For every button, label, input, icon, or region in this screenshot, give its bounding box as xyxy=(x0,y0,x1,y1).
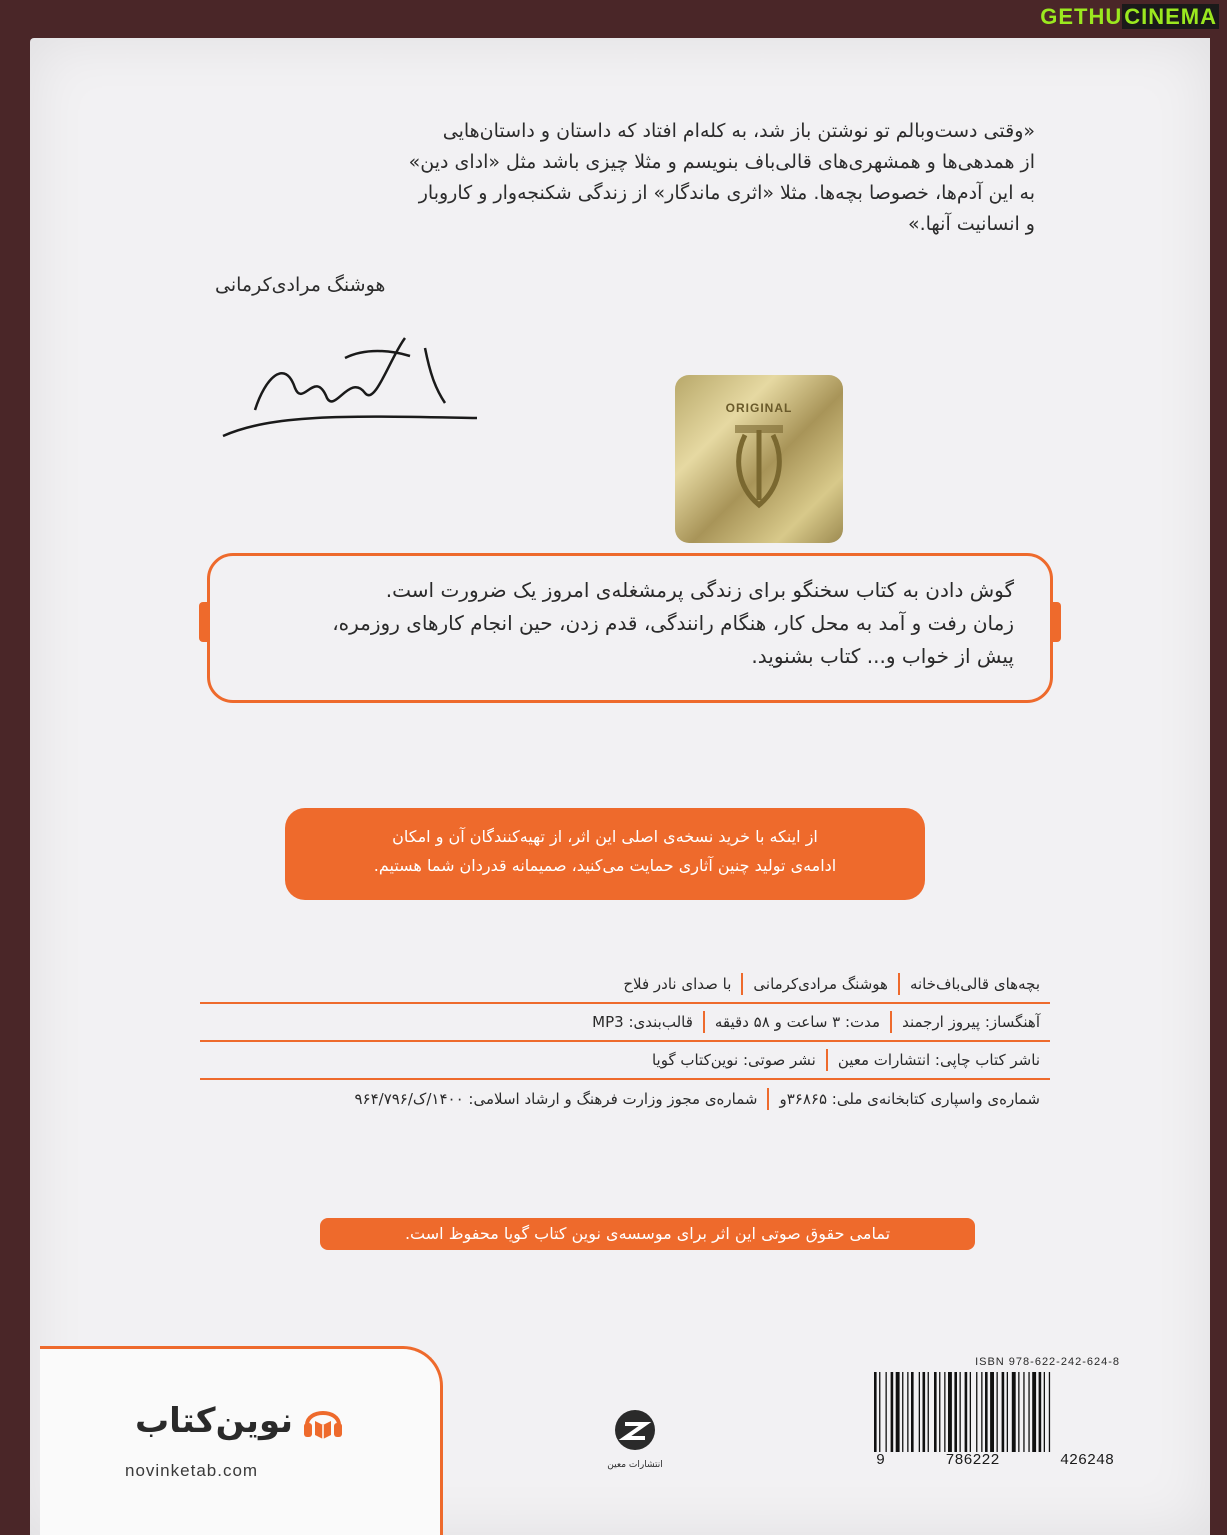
meta-row xyxy=(200,1080,1050,1118)
quote-line: از همدهی‌ها و همشهری‌های قالی‌باف بنویسم و مثلا چیزی باشد مثل «ادای دین» xyxy=(408,151,1035,173)
support-line: از اینکه با خرید نسخه‌ی اصلی این اثر، از تهیه‌کنندگان آن و امکان xyxy=(392,827,818,846)
quote-author: هوشنگ مرادی‌کرمانی xyxy=(215,274,386,296)
barcode-bar xyxy=(902,1372,903,1452)
book-back-cover xyxy=(30,38,1210,1535)
barcode-digits-last: 426248 xyxy=(1059,1452,1114,1469)
meta-license-number: شماره‌ی مجوز وزارت فرهنگ و ارشاد اسلامی: ۱۴۰۰/ک/۹۶۴/۷۹۶ xyxy=(354,1090,758,1108)
meta-library-number: شماره‌ی واسپاری کتابخانه‌ی ملی: ۳۶۸۶۵و xyxy=(779,1090,1040,1108)
barcode-bar xyxy=(896,1372,900,1452)
box-tab-right xyxy=(1053,602,1061,642)
barcode xyxy=(870,1372,1120,1452)
meta-row xyxy=(200,1004,1050,1042)
barcode-bar xyxy=(954,1372,957,1452)
barcode-bar xyxy=(1002,1372,1005,1452)
barcode-bar xyxy=(970,1372,971,1452)
brand-panel xyxy=(40,1346,443,1535)
barcode-bar xyxy=(1018,1372,1019,1452)
barcode-bar xyxy=(976,1372,977,1452)
author-quote xyxy=(215,116,1035,240)
meta-author: هوشنگ مرادی‌کرمانی xyxy=(753,975,888,993)
box-tab-left xyxy=(199,602,207,642)
barcode-digit-first: 9 xyxy=(876,1452,886,1469)
watermark-part1: GETHU xyxy=(1040,4,1123,29)
separator xyxy=(898,973,900,995)
isbn-barcode xyxy=(870,1356,1120,1469)
brand-url: novinketab.com xyxy=(125,1461,259,1480)
barcode-bar xyxy=(911,1372,914,1452)
watermark xyxy=(1040,4,1219,30)
barcode-digits-mid: 786222 xyxy=(945,1452,1000,1469)
brand-name: نوین‌کتاب xyxy=(135,1401,294,1441)
barcode-bar xyxy=(1023,1372,1024,1452)
quote-line: «وقتی دست‌وبالم تو نوشتن باز شد، به کله‌ام افتاد که داستان و داستان‌هایی xyxy=(442,120,1035,142)
meta-narrator: با صدای نادر فلاح xyxy=(623,975,732,993)
info-line: گوش دادن به کتاب سخنگو برای زندگی پرمشغله‌ی امروز یک ضرورت است. xyxy=(385,578,1014,602)
barcode-bar xyxy=(891,1372,894,1452)
barcode-bar xyxy=(1028,1372,1029,1452)
barcode-bar xyxy=(928,1372,929,1452)
barcode-bar xyxy=(907,1372,908,1452)
meta-audio-publisher: نشر صوتی: نوین‌کتاب گویا xyxy=(651,1051,816,1069)
barcode-bar xyxy=(886,1372,887,1452)
info-line: پیش از خواب و... کتاب بشنوید. xyxy=(751,644,1014,668)
separator xyxy=(826,1049,828,1071)
barcode-bar xyxy=(960,1372,961,1452)
watermark-part2: CINEMA xyxy=(1124,4,1217,29)
barcode-bar xyxy=(1044,1372,1045,1452)
barcode-bar xyxy=(965,1372,968,1452)
meta-format: قالب‌بندی: MP3 xyxy=(592,1013,693,1031)
support-line: ادامه‌ی تولید چنین آثاری حمایت می‌کنید، صمیمانه قدردان شما هستیم. xyxy=(373,856,837,875)
barcode-bar xyxy=(948,1372,952,1452)
meta-row xyxy=(200,1042,1050,1080)
separator xyxy=(890,1011,892,1033)
audiobook-info-box xyxy=(207,553,1053,703)
barcode-bar xyxy=(997,1372,998,1452)
barcode-digits xyxy=(870,1452,1120,1469)
hologram-text: ORIGINAL xyxy=(725,401,793,415)
brand-logo xyxy=(135,1399,345,1443)
info-line: زمان رفت و آمد به محل کار، هنگام رانندگی، قدم زدن، حین انجام کارهای روزمره، xyxy=(332,611,1014,635)
meta-row xyxy=(200,966,1050,1004)
separator xyxy=(741,973,743,995)
barcode-bar xyxy=(990,1372,994,1452)
barcode-bar xyxy=(1012,1372,1016,1452)
meta-duration: مدت: ۳ ساعت و ۵۸ دقیقه xyxy=(714,1013,881,1031)
separator xyxy=(703,1011,705,1033)
separator xyxy=(767,1088,769,1110)
emblem-icon xyxy=(675,375,843,543)
barcode-bar xyxy=(981,1372,982,1452)
publisher-label: انتشارات معین xyxy=(607,1460,663,1470)
quote-line: به این آدم‌ها، خصوصا بچه‌ها. مثلا «اثری ماندگار» از زندگی شکنجه‌وار و کاروبار xyxy=(418,182,1035,204)
barcode-bar xyxy=(923,1372,926,1452)
barcode-bar xyxy=(939,1372,940,1452)
author-signature xyxy=(215,318,485,438)
barcode-bar xyxy=(1049,1372,1050,1452)
barcode-bar xyxy=(985,1372,988,1452)
rights-notice: تمامی حقوق صوتی این اثر برای موسسه‌ی نوین کتاب گویا محفوظ است. xyxy=(320,1218,975,1250)
barcode-bar xyxy=(874,1372,877,1452)
barcode-bar xyxy=(1032,1372,1036,1452)
barcode-bar xyxy=(1007,1372,1008,1452)
barcode-bar xyxy=(879,1372,880,1452)
barcode-bar xyxy=(1039,1372,1042,1452)
quote-line: و انسانیت آنها.» xyxy=(907,213,1035,235)
barcode-bar xyxy=(944,1372,945,1452)
meta-title: بچه‌های قالی‌باف‌خانه xyxy=(909,975,1040,993)
meta-composer: آهنگساز: پیروز ارجمند xyxy=(902,1013,1040,1031)
headphones-book-icon xyxy=(301,1399,345,1443)
barcode-bar xyxy=(919,1372,920,1452)
original-hologram-sticker xyxy=(675,375,843,543)
support-note xyxy=(285,808,925,900)
moein-logo-icon xyxy=(613,1408,657,1452)
barcode-bar xyxy=(934,1372,937,1452)
isbn-text: ISBN 978-622-242-624-8 xyxy=(975,1356,1120,1368)
book-metadata xyxy=(200,966,1050,1118)
publisher-logo xyxy=(605,1408,665,1470)
meta-print-publisher: ناشر کتاب چاپی: انتشارات معین xyxy=(837,1051,1040,1069)
